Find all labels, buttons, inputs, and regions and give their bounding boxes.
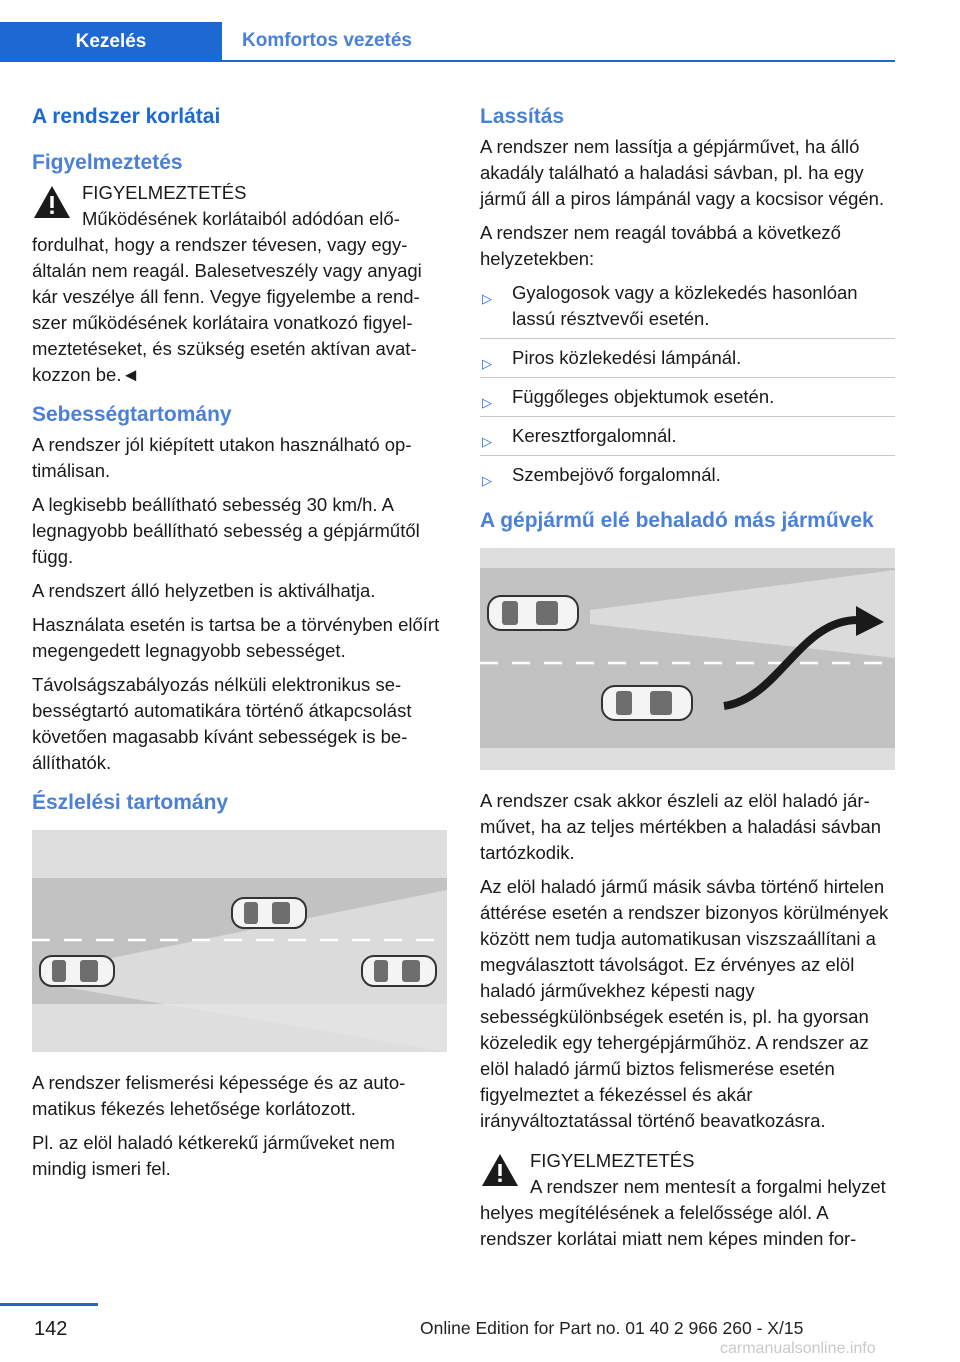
watermark: carmanualsonline.info: [720, 1340, 876, 1357]
paragraph: A rendszert álló helyzetben is aktiválhatja.: [32, 580, 376, 601]
right-column: [480, 100, 895, 1260]
triangle-bullet-icon: ▷: [482, 356, 492, 371]
list-item: ▷ Piros közlekedési lámpánál.: [480, 345, 895, 378]
tab-kezeles[interactable]: Kezelés: [0, 22, 222, 62]
heading-speed-range: Sebességtartomány: [32, 403, 232, 426]
detection-range-figure: [32, 830, 447, 1052]
list-item: ▷ Keresztforgalomnál.: [480, 423, 895, 456]
paragraph: Pl. az elöl haladó kétkerekű járműveket nem mindig ismeri fel.: [32, 1132, 395, 1179]
car-icon: [362, 956, 436, 986]
list-item: ▷ Függőleges objektumok esetén.: [480, 384, 895, 417]
car-icon: [488, 596, 578, 630]
section-title: A rendszer korlátai: [32, 105, 221, 128]
warning-block: [480, 1148, 895, 1252]
cut-in-figure: [480, 548, 895, 770]
page-number: 142: [34, 1318, 68, 1340]
situation-list: [480, 280, 895, 494]
paragraph: Az elöl haladó jármű másik sávba történő hirtelen áttérése esetén a rendszer bizonyos körülmények között nem tudja automatikusan viszszaállítani a megválasztott távolságot. Ez érvényes az elöl haladó járművekhez képesti nagy sebességkülönbségek esetén is, pl. ha gyorsan közeledik egy tehergépjárműhöz. A rendszer az elöl haladó jármű biztos felismerése esetén figyelmeztet a fékezéssel és akár irányváltoztatással történő beavatkozásra.: [480, 876, 889, 1131]
warning-triangle-icon: [32, 184, 72, 220]
paragraph: A legkisebb beállítható sebesség 30 km/h. A legnagyobb beállítható sebesség a gépjárműtől függ.: [32, 494, 420, 567]
left-column: [32, 100, 447, 1190]
car-icon: [40, 956, 114, 986]
warning-title: FIGYELMEZTETÉS: [530, 1150, 695, 1171]
paragraph: Távolságszabályozás nélküli elektronikus sebességtartó automatikára történő átkapcsolást követően magasabb kívánt sebességek is beállíthatók.: [32, 674, 412, 773]
triangle-bullet-icon: ▷: [482, 434, 492, 449]
triangle-bullet-icon: ▷: [482, 395, 492, 410]
warning-title: FIGYELMEZTETÉS: [82, 182, 247, 203]
header-bar: [0, 0, 895, 60]
paragraph: A rendszer nem lassítja a gépjárművet, ha álló akadály található a haladási sávban, pl. ha egy jármű áll a piros lámpánál vagy a kocsisor végén.: [480, 136, 885, 209]
heading-cut-in-vehicles: A gépjármű elé behaladó más járművek: [480, 509, 874, 532]
warning-block: [32, 180, 447, 388]
triangle-bullet-icon: ▷: [482, 473, 492, 488]
paragraph: A rendszer jól kiépített utakon használható optimálisan.: [32, 434, 412, 481]
warning-triangle-icon: [480, 1152, 520, 1188]
car-icon: [602, 686, 692, 720]
heading-slowdown: Lassítás: [480, 105, 565, 128]
heading-detection-range: Észlelési tartomány: [32, 791, 229, 814]
footer-edition: Online Edition for Part no. 01 40 2 966 260 - X/15: [420, 1318, 804, 1338]
warning-text: Működésének korlátaiból adódóan előfordulhat, hogy a rendszer tévesen, vagy egyáltalán nem reagál. Balesetveszély vagy anyagi kár veszélye áll fenn. Vegye figyelembe a rendszer működésének korlátaira vonatkozó figyelmeztetéseket, és szükség esetén aktívan avatkozzon be.◄: [32, 208, 422, 385]
car-icon: [232, 898, 306, 928]
list-item: ▷ Gyalogosok vagy a közlekedés hasonlóan lassú résztvevői esetén.: [480, 280, 895, 339]
list-item: ▷ Szembejövő forgalomnál.: [480, 462, 895, 494]
paragraph: Használata esetén is tartsa be a törvényben előírt megengedett legnagyobb sebességet.: [32, 614, 440, 661]
footer-accent-line: [0, 1303, 98, 1306]
paragraph: A rendszer nem reagál továbbá a következő helyzetekben:: [480, 222, 841, 269]
paragraph: A rendszer felismerési képessége és az automatikus fékezés lehetősége korlátozott.: [32, 1072, 406, 1119]
triangle-bullet-icon: ▷: [482, 291, 492, 306]
paragraph: A rendszer csak akkor észleli az elöl haladó járművet, ha az teljes mértékben a haladási sávban tartózkodik.: [480, 790, 882, 863]
heading-warning: Figyelmeztetés: [32, 151, 183, 174]
warning-text: A rendszer nem mentesít a forgalmi helyzet helyes megítélésének a felelőssége alól. A rendszer korlátai miatt nem képes minden for-: [480, 1176, 886, 1249]
tab-komfortos-vezetes[interactable]: Komfortos vezetés: [222, 22, 895, 62]
